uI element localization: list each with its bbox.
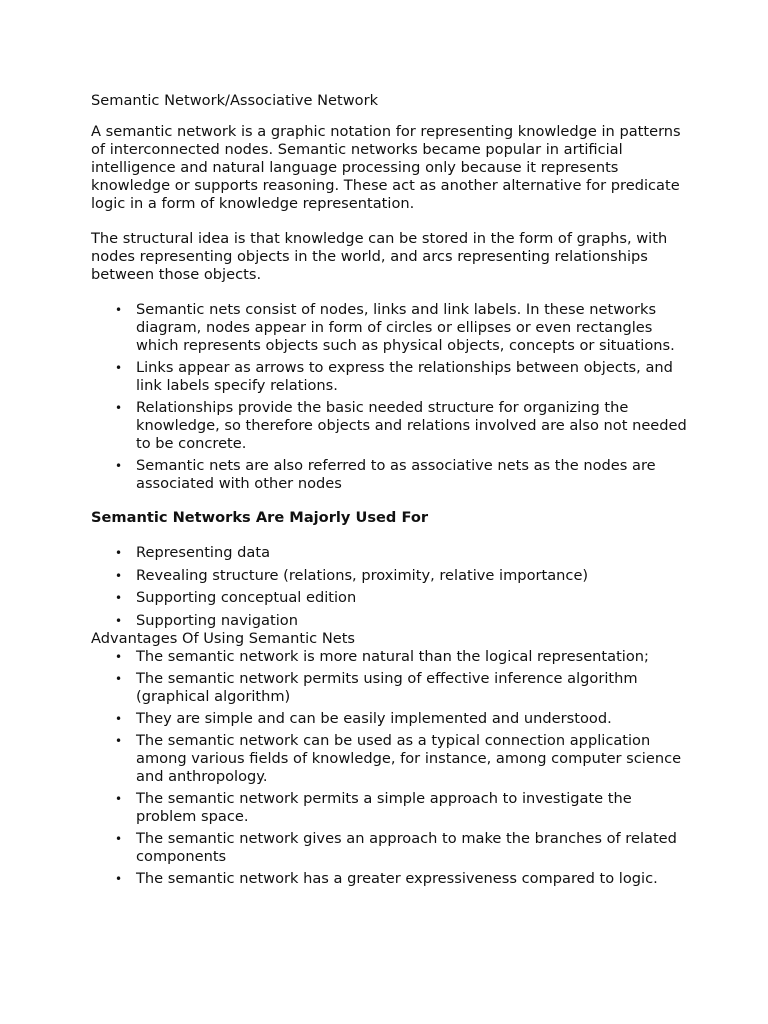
list-item-text: Revealing structure (relations, proximity, relative importance): [136, 566, 589, 584]
bullet-icon: •: [115, 613, 123, 628]
list-item-text: Semantic nets are also referred to as associative nets as the nodes are associated with other nodes: [136, 457, 656, 492]
list-item: [91, 870, 691, 888]
list-item: [91, 457, 691, 493]
list-item: [91, 567, 691, 585]
document-page: [91, 92, 691, 892]
bullet-icon: •: [115, 401, 123, 415]
advantages-bullet-list: [91, 648, 691, 888]
list-item-text: They are simple and can be easily implemented and understood.: [136, 710, 612, 728]
list-item-text: Semantic nets consist of nodes, links and link labels. In these networks diagram, nodes appear in form of circles or ellipses or even rectangles which represents objects such as physical objects, concepts or situations.: [136, 301, 675, 354]
list-item: [91, 359, 691, 395]
list-item-text: The semantic network is more natural than the logical representation;: [136, 648, 649, 666]
bullet-icon: •: [115, 734, 123, 749]
list-item: [91, 544, 691, 562]
document-title: Semantic Network/Associative Network: [91, 92, 379, 109]
uses-heading: Semantic Networks Are Majorly Used For: [91, 509, 429, 526]
list-item-text: Supporting navigation: [136, 611, 298, 629]
bullet-icon: •: [115, 546, 123, 560]
list-item-text: The semantic network has a greater expressiveness compared to logic.: [136, 870, 658, 888]
list-item: [91, 710, 691, 728]
list-item: [91, 648, 691, 666]
list-item: [91, 589, 691, 607]
list-item: [91, 301, 691, 355]
list-item-text: Supporting conceptual edition: [136, 589, 357, 607]
list-item: [91, 612, 691, 630]
list-item-text: Representing data: [136, 544, 271, 561]
bullet-icon: •: [115, 872, 123, 887]
list-item-text: The semantic network gives an approach to make the branches of related components: [136, 830, 677, 866]
bullet-icon: •: [115, 672, 123, 687]
bullet-icon: •: [115, 712, 123, 727]
advantages-heading: Advantages Of Using Semantic Nets: [91, 630, 356, 648]
list-item-text: The semantic network can be used as a typical connection application among various fields of knowledge, for instance, among computer science and anthropology.: [136, 732, 682, 786]
list-item: [91, 399, 691, 453]
bullet-icon: •: [115, 591, 123, 606]
bullet-icon: •: [115, 832, 123, 847]
list-item: [91, 830, 691, 866]
list-item: [91, 670, 691, 706]
bullet-icon: •: [115, 568, 123, 583]
paragraph-definition: A semantic network is a graphic notation for representing knowledge in patterns of interconnected nodes. Semantic networks became popular in artificial intelligence and natural language processing only because it represents knowledge or supports reasoning. These act as another alternative for predicate logic in a form of knowledge representation.: [91, 123, 681, 212]
bullet-icon: •: [115, 650, 123, 665]
list-item: [91, 732, 691, 786]
list-item: [91, 790, 691, 826]
paragraph-structure: The structural idea is that knowledge can be stored in the form of graphs, with nodes representing objects in the world, and arcs representing relationships between those objects.: [91, 230, 668, 283]
bullet-icon: •: [115, 792, 123, 807]
bullet-icon: •: [115, 303, 123, 317]
list-item-text: The semantic network permits a simple approach to investigate the problem space.: [136, 790, 632, 826]
list-item-text: Links appear as arrows to express the relationships between objects, and link labels specify relations.: [136, 359, 673, 394]
bullet-icon: •: [115, 459, 123, 473]
list-item-text: Relationships provide the basic needed structure for organizing the knowledge, so therefore objects and relations involved are also not needed to be concrete.: [136, 399, 687, 452]
list-item-text: The semantic network permits using of effective inference algorithm (graphical algorithm): [136, 670, 638, 706]
bullet-icon: •: [115, 361, 123, 375]
uses-bullet-list: [91, 544, 691, 630]
intro-bullet-list: [91, 301, 691, 493]
